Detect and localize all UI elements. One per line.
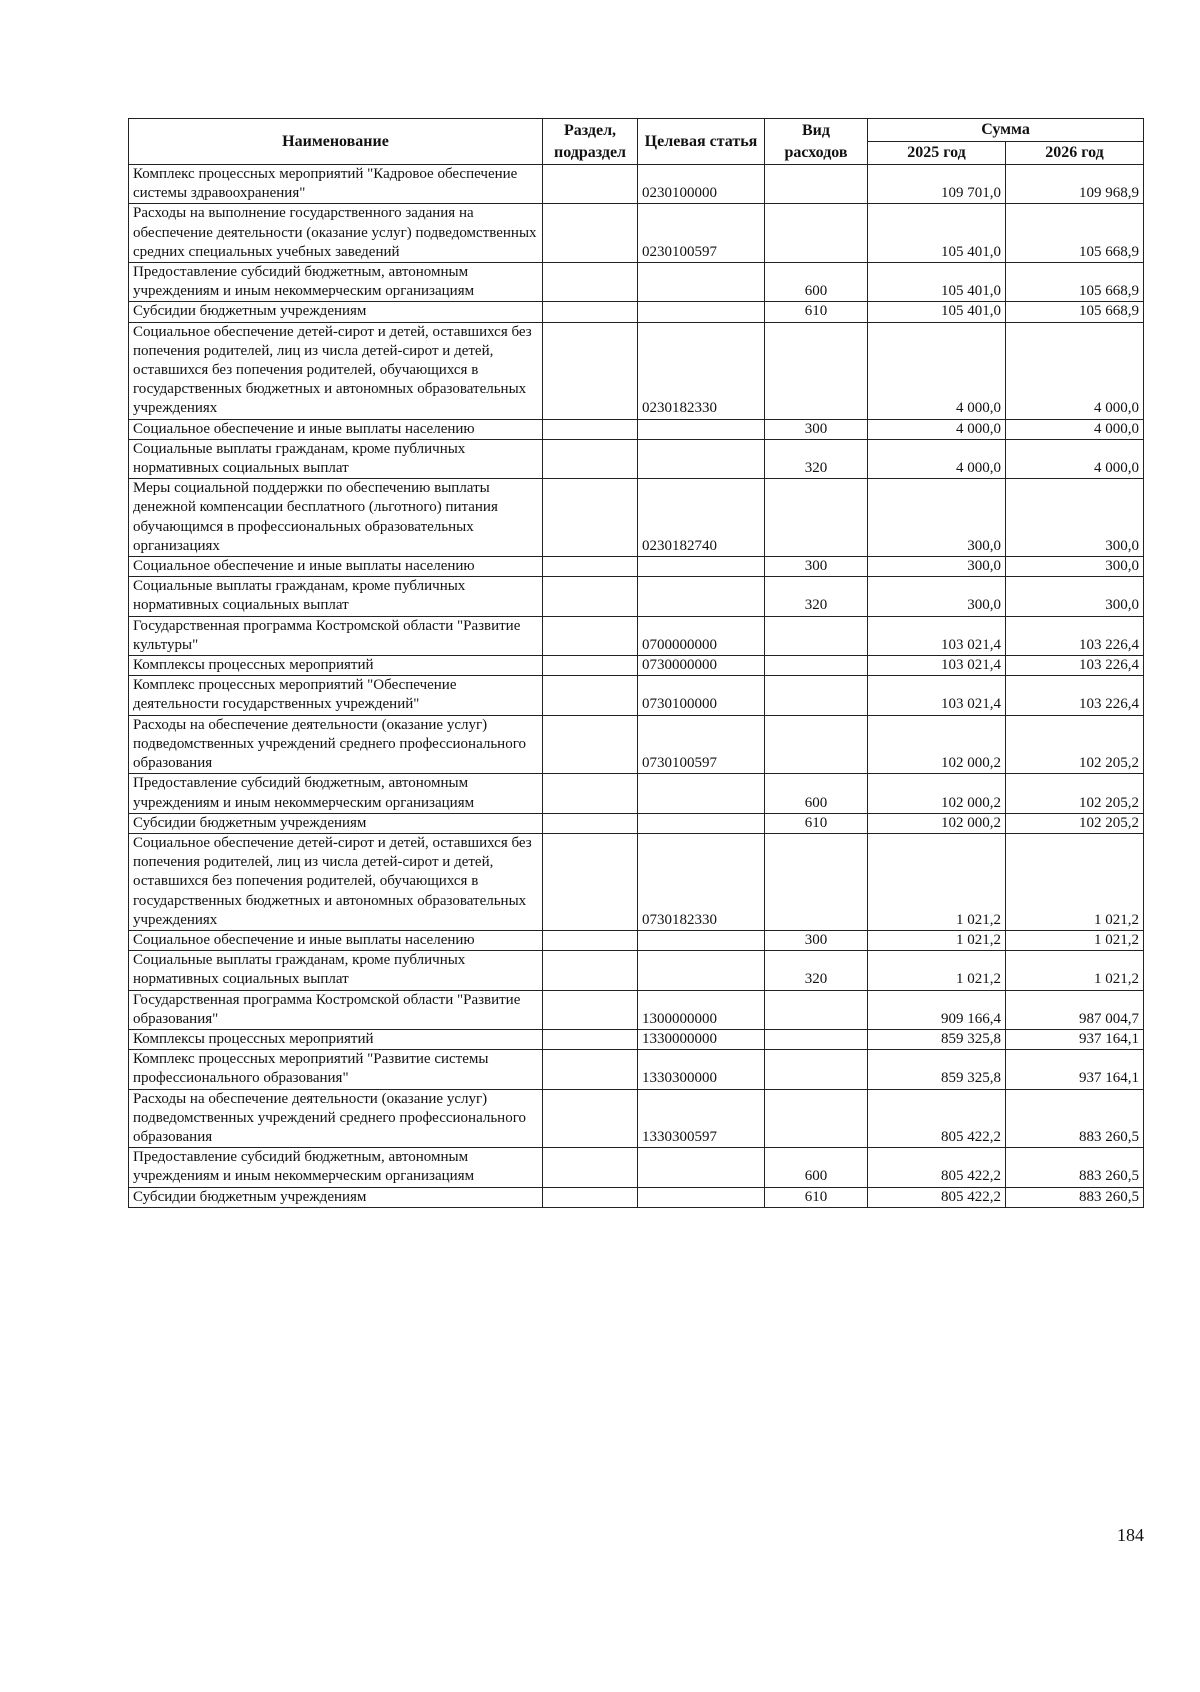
cell-target: 0730100000: [638, 676, 765, 715]
cell-name: Социальное обеспечение и иные выплаты населению: [129, 930, 543, 950]
cell-section: [543, 715, 638, 774]
cell-kind: [765, 676, 868, 715]
table-row: [129, 263, 1144, 302]
cell-2026: 883 260,5: [1006, 1148, 1144, 1187]
cell-name: Расходы на выполнение государственного задания на обеспечение деятельности (оказание услуг) подведомственных средних специальных учебных заведений: [129, 204, 543, 263]
cell-kind: 300: [765, 557, 868, 577]
cell-name: Социальное обеспечение и иные выплаты населению: [129, 419, 543, 439]
cell-2026: 103 226,4: [1006, 656, 1144, 676]
cell-section: [543, 419, 638, 439]
cell-target: [638, 930, 765, 950]
cell-2026: 1 021,2: [1006, 833, 1144, 930]
cell-target: 0730182330: [638, 833, 765, 930]
table-row: [129, 930, 1144, 950]
cell-kind: [765, 990, 868, 1029]
cell-target: 0700000000: [638, 616, 765, 655]
cell-2025: 109 701,0: [868, 165, 1006, 204]
table-row: [129, 479, 1144, 557]
budget-table: [128, 118, 1144, 1208]
cell-kind: [765, 656, 868, 676]
cell-section: [543, 951, 638, 990]
cell-section: [543, 930, 638, 950]
cell-2025: 103 021,4: [868, 676, 1006, 715]
table-row: [129, 833, 1144, 930]
cell-2026: 1 021,2: [1006, 951, 1144, 990]
cell-2026: 103 226,4: [1006, 676, 1144, 715]
cell-2026: 1 021,2: [1006, 930, 1144, 950]
table-row: [129, 813, 1144, 833]
table-row: [129, 302, 1144, 322]
cell-section: [543, 1050, 638, 1089]
cell-2025: 805 422,2: [868, 1148, 1006, 1187]
cell-kind: [765, 1089, 868, 1148]
cell-section: [543, 479, 638, 557]
table-header: [129, 119, 1144, 165]
cell-name: Социальные выплаты гражданам, кроме публичных нормативных социальных выплат: [129, 439, 543, 478]
table-row: [129, 656, 1144, 676]
header-name: Наименование: [129, 119, 543, 165]
cell-section: [543, 165, 638, 204]
cell-target: [638, 419, 765, 439]
cell-section: [543, 1148, 638, 1187]
cell-kind: [765, 616, 868, 655]
header-sum: Сумма: [868, 119, 1144, 142]
cell-2026: 937 164,1: [1006, 1029, 1144, 1049]
cell-name: Социальные выплаты гражданам, кроме публичных нормативных социальных выплат: [129, 951, 543, 990]
cell-section: [543, 439, 638, 478]
cell-target: [638, 557, 765, 577]
cell-target: [638, 1148, 765, 1187]
cell-2026: 109 968,9: [1006, 165, 1144, 204]
cell-section: [543, 656, 638, 676]
cell-section: [543, 204, 638, 263]
header-year-2025: 2025 год: [868, 142, 1006, 165]
cell-2026: 4 000,0: [1006, 322, 1144, 419]
cell-name: Социальное обеспечение и иные выплаты населению: [129, 557, 543, 577]
cell-2025: 805 422,2: [868, 1187, 1006, 1207]
table-row: [129, 951, 1144, 990]
cell-target: 1330300597: [638, 1089, 765, 1148]
table-row: [129, 439, 1144, 478]
table-row: [129, 1050, 1144, 1089]
cell-2025: 103 021,4: [868, 616, 1006, 655]
cell-2025: 103 021,4: [868, 656, 1006, 676]
cell-target: 0230100597: [638, 204, 765, 263]
cell-kind: 300: [765, 419, 868, 439]
cell-target: [638, 813, 765, 833]
cell-2026: 937 164,1: [1006, 1050, 1144, 1089]
cell-2026: 883 260,5: [1006, 1187, 1144, 1207]
cell-2026: 300,0: [1006, 479, 1144, 557]
cell-2026: 4 000,0: [1006, 419, 1144, 439]
cell-2025: 4 000,0: [868, 419, 1006, 439]
cell-section: [543, 990, 638, 1029]
cell-kind: 600: [765, 1148, 868, 1187]
cell-2026: 102 205,2: [1006, 715, 1144, 774]
cell-kind: [765, 322, 868, 419]
table-row: [129, 616, 1144, 655]
cell-2025: 300,0: [868, 577, 1006, 616]
table-row: [129, 1089, 1144, 1148]
cell-2025: 1 021,2: [868, 951, 1006, 990]
cell-section: [543, 774, 638, 813]
table-row: [129, 1148, 1144, 1187]
table-row: [129, 715, 1144, 774]
cell-target: 1300000000: [638, 990, 765, 1029]
cell-name: Расходы на обеспечение деятельности (оказание услуг) подведомственных учреждений среднего профессионального образования: [129, 715, 543, 774]
cell-name: Расходы на обеспечение деятельности (оказание услуг) подведомственных учреждений среднего профессионального образования: [129, 1089, 543, 1148]
cell-target: 0730100597: [638, 715, 765, 774]
cell-section: [543, 1089, 638, 1148]
cell-2025: 805 422,2: [868, 1089, 1006, 1148]
cell-2026: 987 004,7: [1006, 990, 1144, 1029]
header-kind: Вид расходов: [765, 119, 868, 165]
cell-section: [543, 577, 638, 616]
cell-name: Предоставление субсидий бюджетным, автономным учреждениям и иным некоммерческим организациям: [129, 263, 543, 302]
cell-name: Предоставление субсидий бюджетным, автономным учреждениям и иным некоммерческим организациям: [129, 774, 543, 813]
cell-target: 0230182330: [638, 322, 765, 419]
cell-target: 1330300000: [638, 1050, 765, 1089]
table-row: [129, 1029, 1144, 1049]
cell-section: [543, 557, 638, 577]
cell-target: 1330000000: [638, 1029, 765, 1049]
cell-section: [543, 676, 638, 715]
cell-2026: 883 260,5: [1006, 1089, 1144, 1148]
cell-name: Социальные выплаты гражданам, кроме публичных нормативных социальных выплат: [129, 577, 543, 616]
cell-2025: 300,0: [868, 479, 1006, 557]
cell-target: [638, 774, 765, 813]
cell-kind: [765, 204, 868, 263]
cell-section: [543, 263, 638, 302]
cell-2025: 4 000,0: [868, 322, 1006, 419]
cell-kind: [765, 1029, 868, 1049]
cell-section: [543, 813, 638, 833]
cell-2026: 103 226,4: [1006, 616, 1144, 655]
cell-name: Комплексы процессных мероприятий: [129, 656, 543, 676]
cell-2026: 4 000,0: [1006, 439, 1144, 478]
cell-2025: 105 401,0: [868, 302, 1006, 322]
cell-2026: 105 668,9: [1006, 204, 1144, 263]
cell-2025: 105 401,0: [868, 204, 1006, 263]
cell-name: Меры социальной поддержки по обеспечению выплаты денежной компенсации бесплатного (льготного) питания обучающимся в профессиональных образовательных организациях: [129, 479, 543, 557]
table-row: [129, 557, 1144, 577]
cell-2025: 4 000,0: [868, 439, 1006, 478]
table-row: [129, 774, 1144, 813]
cell-target: 0730000000: [638, 656, 765, 676]
cell-2026: 102 205,2: [1006, 813, 1144, 833]
cell-kind: 610: [765, 813, 868, 833]
cell-2026: 300,0: [1006, 557, 1144, 577]
cell-target: 0230182740: [638, 479, 765, 557]
table-row: [129, 1187, 1144, 1207]
cell-kind: [765, 165, 868, 204]
cell-name: Комплексы процессных мероприятий: [129, 1029, 543, 1049]
cell-kind: [765, 479, 868, 557]
cell-target: [638, 439, 765, 478]
header-target: Целевая статья: [638, 119, 765, 165]
cell-2026: 102 205,2: [1006, 774, 1144, 813]
cell-section: [543, 1187, 638, 1207]
cell-2026: 105 668,9: [1006, 302, 1144, 322]
cell-2025: 102 000,2: [868, 715, 1006, 774]
cell-2026: 300,0: [1006, 577, 1144, 616]
cell-kind: 320: [765, 577, 868, 616]
table-row: [129, 322, 1144, 419]
cell-section: [543, 833, 638, 930]
table-row: [129, 165, 1144, 204]
cell-target: [638, 263, 765, 302]
cell-name: Субсидии бюджетным учреждениям: [129, 1187, 543, 1207]
table-row: [129, 676, 1144, 715]
table-row: [129, 419, 1144, 439]
cell-2025: 859 325,8: [868, 1029, 1006, 1049]
cell-kind: 610: [765, 302, 868, 322]
cell-target: [638, 302, 765, 322]
header-section: Раздел, подраздел: [543, 119, 638, 165]
cell-target: [638, 1187, 765, 1207]
table-row: [129, 204, 1144, 263]
cell-target: [638, 951, 765, 990]
cell-kind: [765, 1050, 868, 1089]
cell-section: [543, 302, 638, 322]
cell-kind: 600: [765, 263, 868, 302]
table-row: [129, 577, 1144, 616]
cell-section: [543, 616, 638, 655]
cell-kind: 600: [765, 774, 868, 813]
cell-name: Комплекс процессных мероприятий "Развитие системы профессионального образования": [129, 1050, 543, 1089]
cell-2025: 300,0: [868, 557, 1006, 577]
cell-name: Социальное обеспечение детей-сирот и детей, оставшихся без попечения родителей, лиц из числа детей-сирот и детей, оставшихся без попечения родителей, обучающихся в государственных бюджетных и автономных образовательных учреждениях: [129, 322, 543, 419]
page-number: 184: [1117, 1525, 1144, 1545]
cell-name: Государственная программа Костромской области "Развитие образования": [129, 990, 543, 1029]
cell-target: 0230100000: [638, 165, 765, 204]
cell-kind: [765, 833, 868, 930]
header-year-2026: 2026 год: [1006, 142, 1144, 165]
table-body: [129, 165, 1144, 1208]
cell-kind: [765, 715, 868, 774]
table-row: [129, 990, 1144, 1029]
cell-name: Предоставление субсидий бюджетным, автономным учреждениям и иным некоммерческим организациям: [129, 1148, 543, 1187]
cell-2025: 105 401,0: [868, 263, 1006, 302]
cell-2026: 105 668,9: [1006, 263, 1144, 302]
cell-kind: 300: [765, 930, 868, 950]
cell-name: Государственная программа Костромской области "Развитие культуры": [129, 616, 543, 655]
cell-kind: 320: [765, 439, 868, 478]
cell-2025: 102 000,2: [868, 813, 1006, 833]
cell-section: [543, 1029, 638, 1049]
cell-2025: 1 021,2: [868, 833, 1006, 930]
cell-2025: 1 021,2: [868, 930, 1006, 950]
cell-2025: 909 166,4: [868, 990, 1006, 1029]
cell-name: Субсидии бюджетным учреждениям: [129, 813, 543, 833]
cell-name: Комплекс процессных мероприятий "Кадровое обеспечение системы здравоохранения": [129, 165, 543, 204]
cell-kind: 610: [765, 1187, 868, 1207]
cell-section: [543, 322, 638, 419]
cell-name: Субсидии бюджетным учреждениям: [129, 302, 543, 322]
cell-2025: 102 000,2: [868, 774, 1006, 813]
cell-name: Социальное обеспечение детей-сирот и детей, оставшихся без попечения родителей, лиц из числа детей-сирот и детей, оставшихся без попечения родителей, обучающихся в государственных бюджетных и автономных образовательных учреждениях: [129, 833, 543, 930]
cell-name: Комплекс процессных мероприятий "Обеспечение деятельности государственных учреждений": [129, 676, 543, 715]
cell-target: [638, 577, 765, 616]
cell-2025: 859 325,8: [868, 1050, 1006, 1089]
cell-kind: 320: [765, 951, 868, 990]
